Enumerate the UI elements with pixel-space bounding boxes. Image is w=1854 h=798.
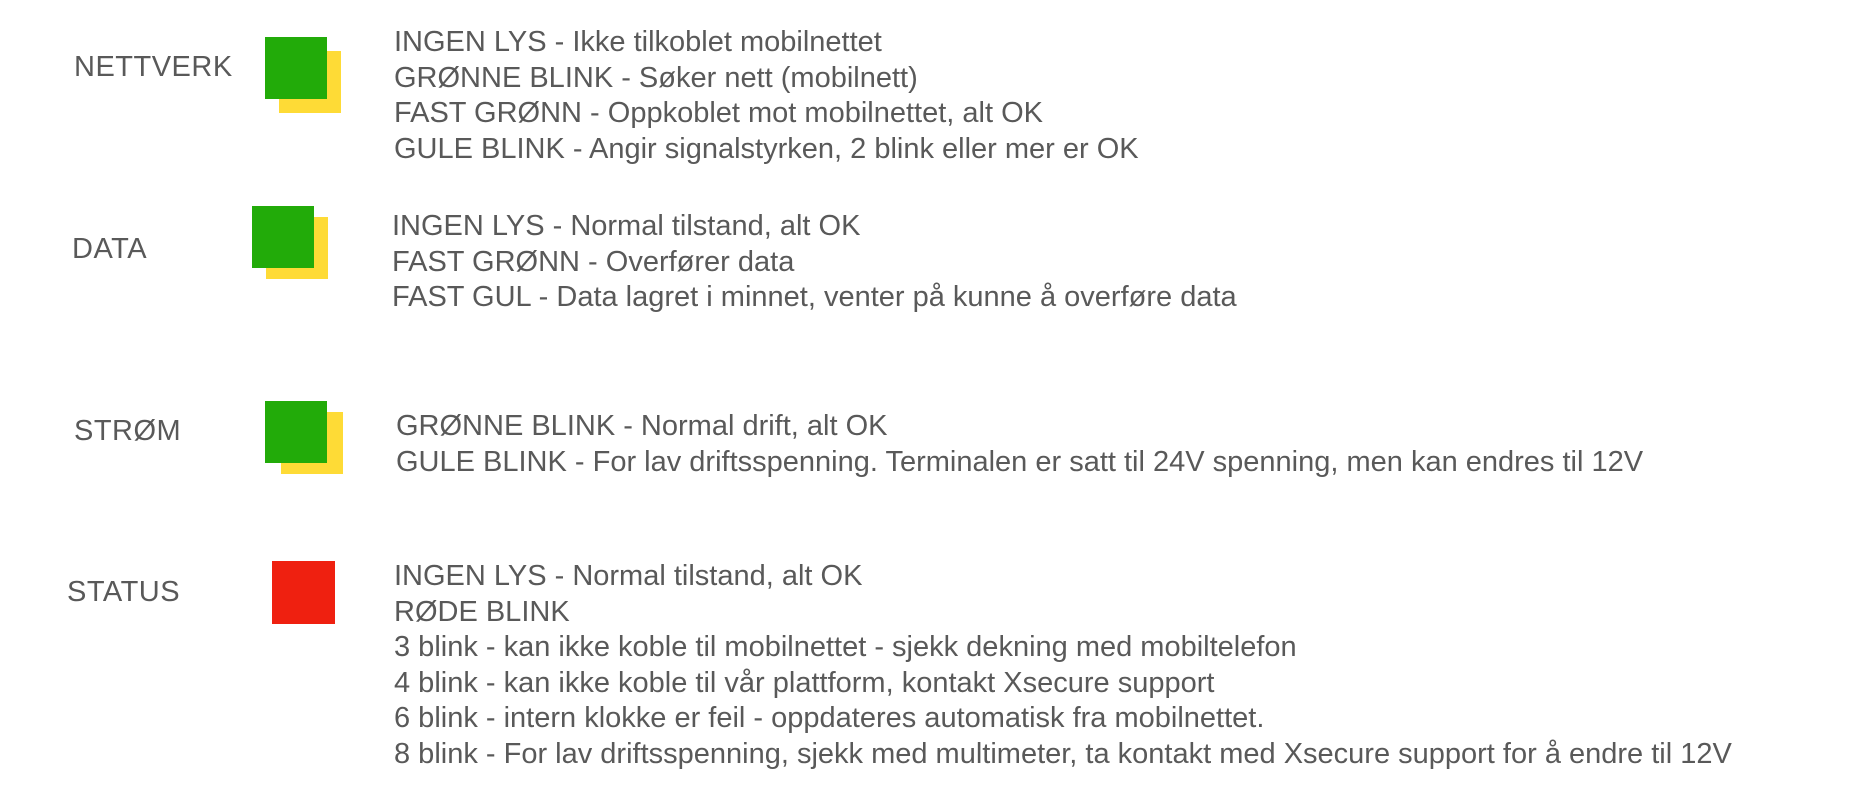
description-line: INGEN LYS - Normal tilstand, alt OK [392,210,861,242]
section-label-status: STATUS [67,576,181,608]
description-line: GULE BLINK - Angir signalstyrken, 2 blink eller mer er OK [394,132,1139,165]
section-label-data: DATA [72,233,148,265]
green-led-square [265,37,327,99]
description-line: FAST GRØNN - Overfører data [392,245,795,278]
led-indicator-strom [265,401,341,477]
description-data [392,209,1237,316]
led-indicator-status [272,561,348,637]
description-line: INGEN LYS - Ikke tilkoblet mobilnettet [394,26,882,58]
description-status [394,559,1732,772]
description-line: FAST GRØNN - Oppkoblet mot mobilnettet, alt OK [394,97,1043,129]
section-label-nettverk: NETTVERK [74,51,233,83]
description-line: 3 blink - kan ikke koble til mobilnettet - sjekk dekning med mobiltelefon [394,631,1297,663]
description-line: 6 blink - intern klokke er feil - oppdateres automatisk fra mobilnettet. [394,702,1265,734]
description-line: INGEN LYS - Normal tilstand, alt OK [394,560,863,592]
section-label-strom: STRØM [74,415,182,447]
description-line: 4 blink - kan ikke koble til vår plattform, kontakt Xsecure support [394,666,1215,699]
description-nettverk [394,25,1139,167]
description-line: GRØNNE BLINK - Normal drift, alt OK [396,410,888,442]
description-line: FAST GUL - Data lagret i minnet, venter på kunne å overføre data [392,281,1237,313]
led-indicator-data [252,206,328,282]
description-line: 8 blink - For lav driftsspenning, sjekk med multimeter, ta kontakt med Xsecure support for å endre til 12V [394,737,1732,770]
description-line: RØDE BLINK [394,595,570,628]
led-indicator-nettverk [265,37,341,113]
red-led-square [272,561,335,624]
description-line: GRØNNE BLINK - Søker nett (mobilnett) [394,61,918,94]
description-strom [396,409,1643,480]
green-led-square [265,401,327,463]
green-led-square [252,206,314,268]
description-line: GULE BLINK - For lav driftsspenning. Terminalen er satt til 24V spenning, men kan endres til 12V [396,445,1644,478]
